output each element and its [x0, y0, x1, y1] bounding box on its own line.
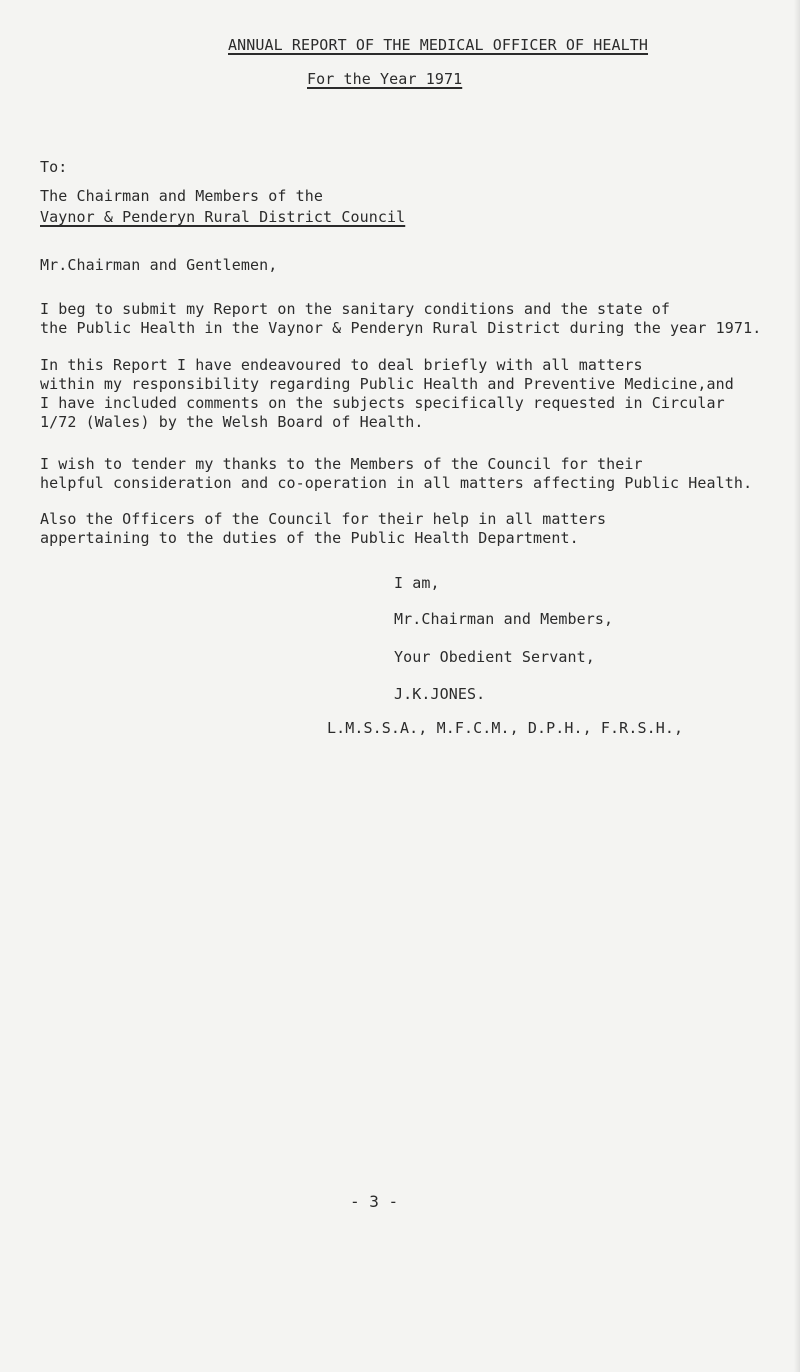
closing-line-1: I am, [394, 574, 440, 592]
to-label: To: [40, 158, 68, 176]
paragraph-1-line-2: the Public Health in the Vaynor & Penderyn Rural District during the year 1971. [40, 319, 762, 337]
signatory-qualifications: L.M.S.S.A., M.F.C.M., D.P.H., F.R.S.H., [327, 719, 684, 737]
paragraph-2-line-4: 1/72 (Wales) by the Welsh Board of Health. [40, 413, 424, 431]
signatory-name: J.K.JONES. [394, 685, 486, 703]
report-title: ANNUAL REPORT OF THE MEDICAL OFFICER OF HEALTH [228, 36, 649, 54]
addressee-line-2: Vaynor & Penderyn Rural District Council [40, 208, 406, 226]
paragraph-2-line-2: within my responsibility regarding Public Health and Preventive Medicine,and [40, 375, 734, 393]
report-subtitle: For the Year 1971 [307, 70, 463, 88]
paragraph-1-line-1: I beg to submit my Report on the sanitary conditions and the state of [40, 300, 671, 318]
closing-line-2: Mr.Chairman and Members, [394, 610, 614, 628]
paragraph-3-line-1: I wish to tender my thanks to the Members of the Council for their [40, 455, 643, 473]
paragraph-3-line-2: helpful consideration and co-operation in all matters affecting Public Health. [40, 474, 753, 492]
paragraph-4-line-2: appertaining to the duties of the Public Health Department. [40, 529, 579, 547]
paragraph-2-line-1: In this Report I have endeavoured to deal briefly with all matters [40, 356, 643, 374]
salutation: Mr.Chairman and Gentlemen, [40, 256, 278, 274]
page-edge-shadow [794, 0, 800, 1372]
paragraph-2-line-3: I have included comments on the subjects specifically requested in Circular [40, 394, 725, 412]
page-number: - 3 - [350, 1192, 399, 1211]
closing-line-3: Your Obedient Servant, [394, 648, 595, 666]
paragraph-4-line-1: Also the Officers of the Council for their help in all matters [40, 510, 607, 528]
addressee-line-1: The Chairman and Members of the [40, 187, 324, 205]
